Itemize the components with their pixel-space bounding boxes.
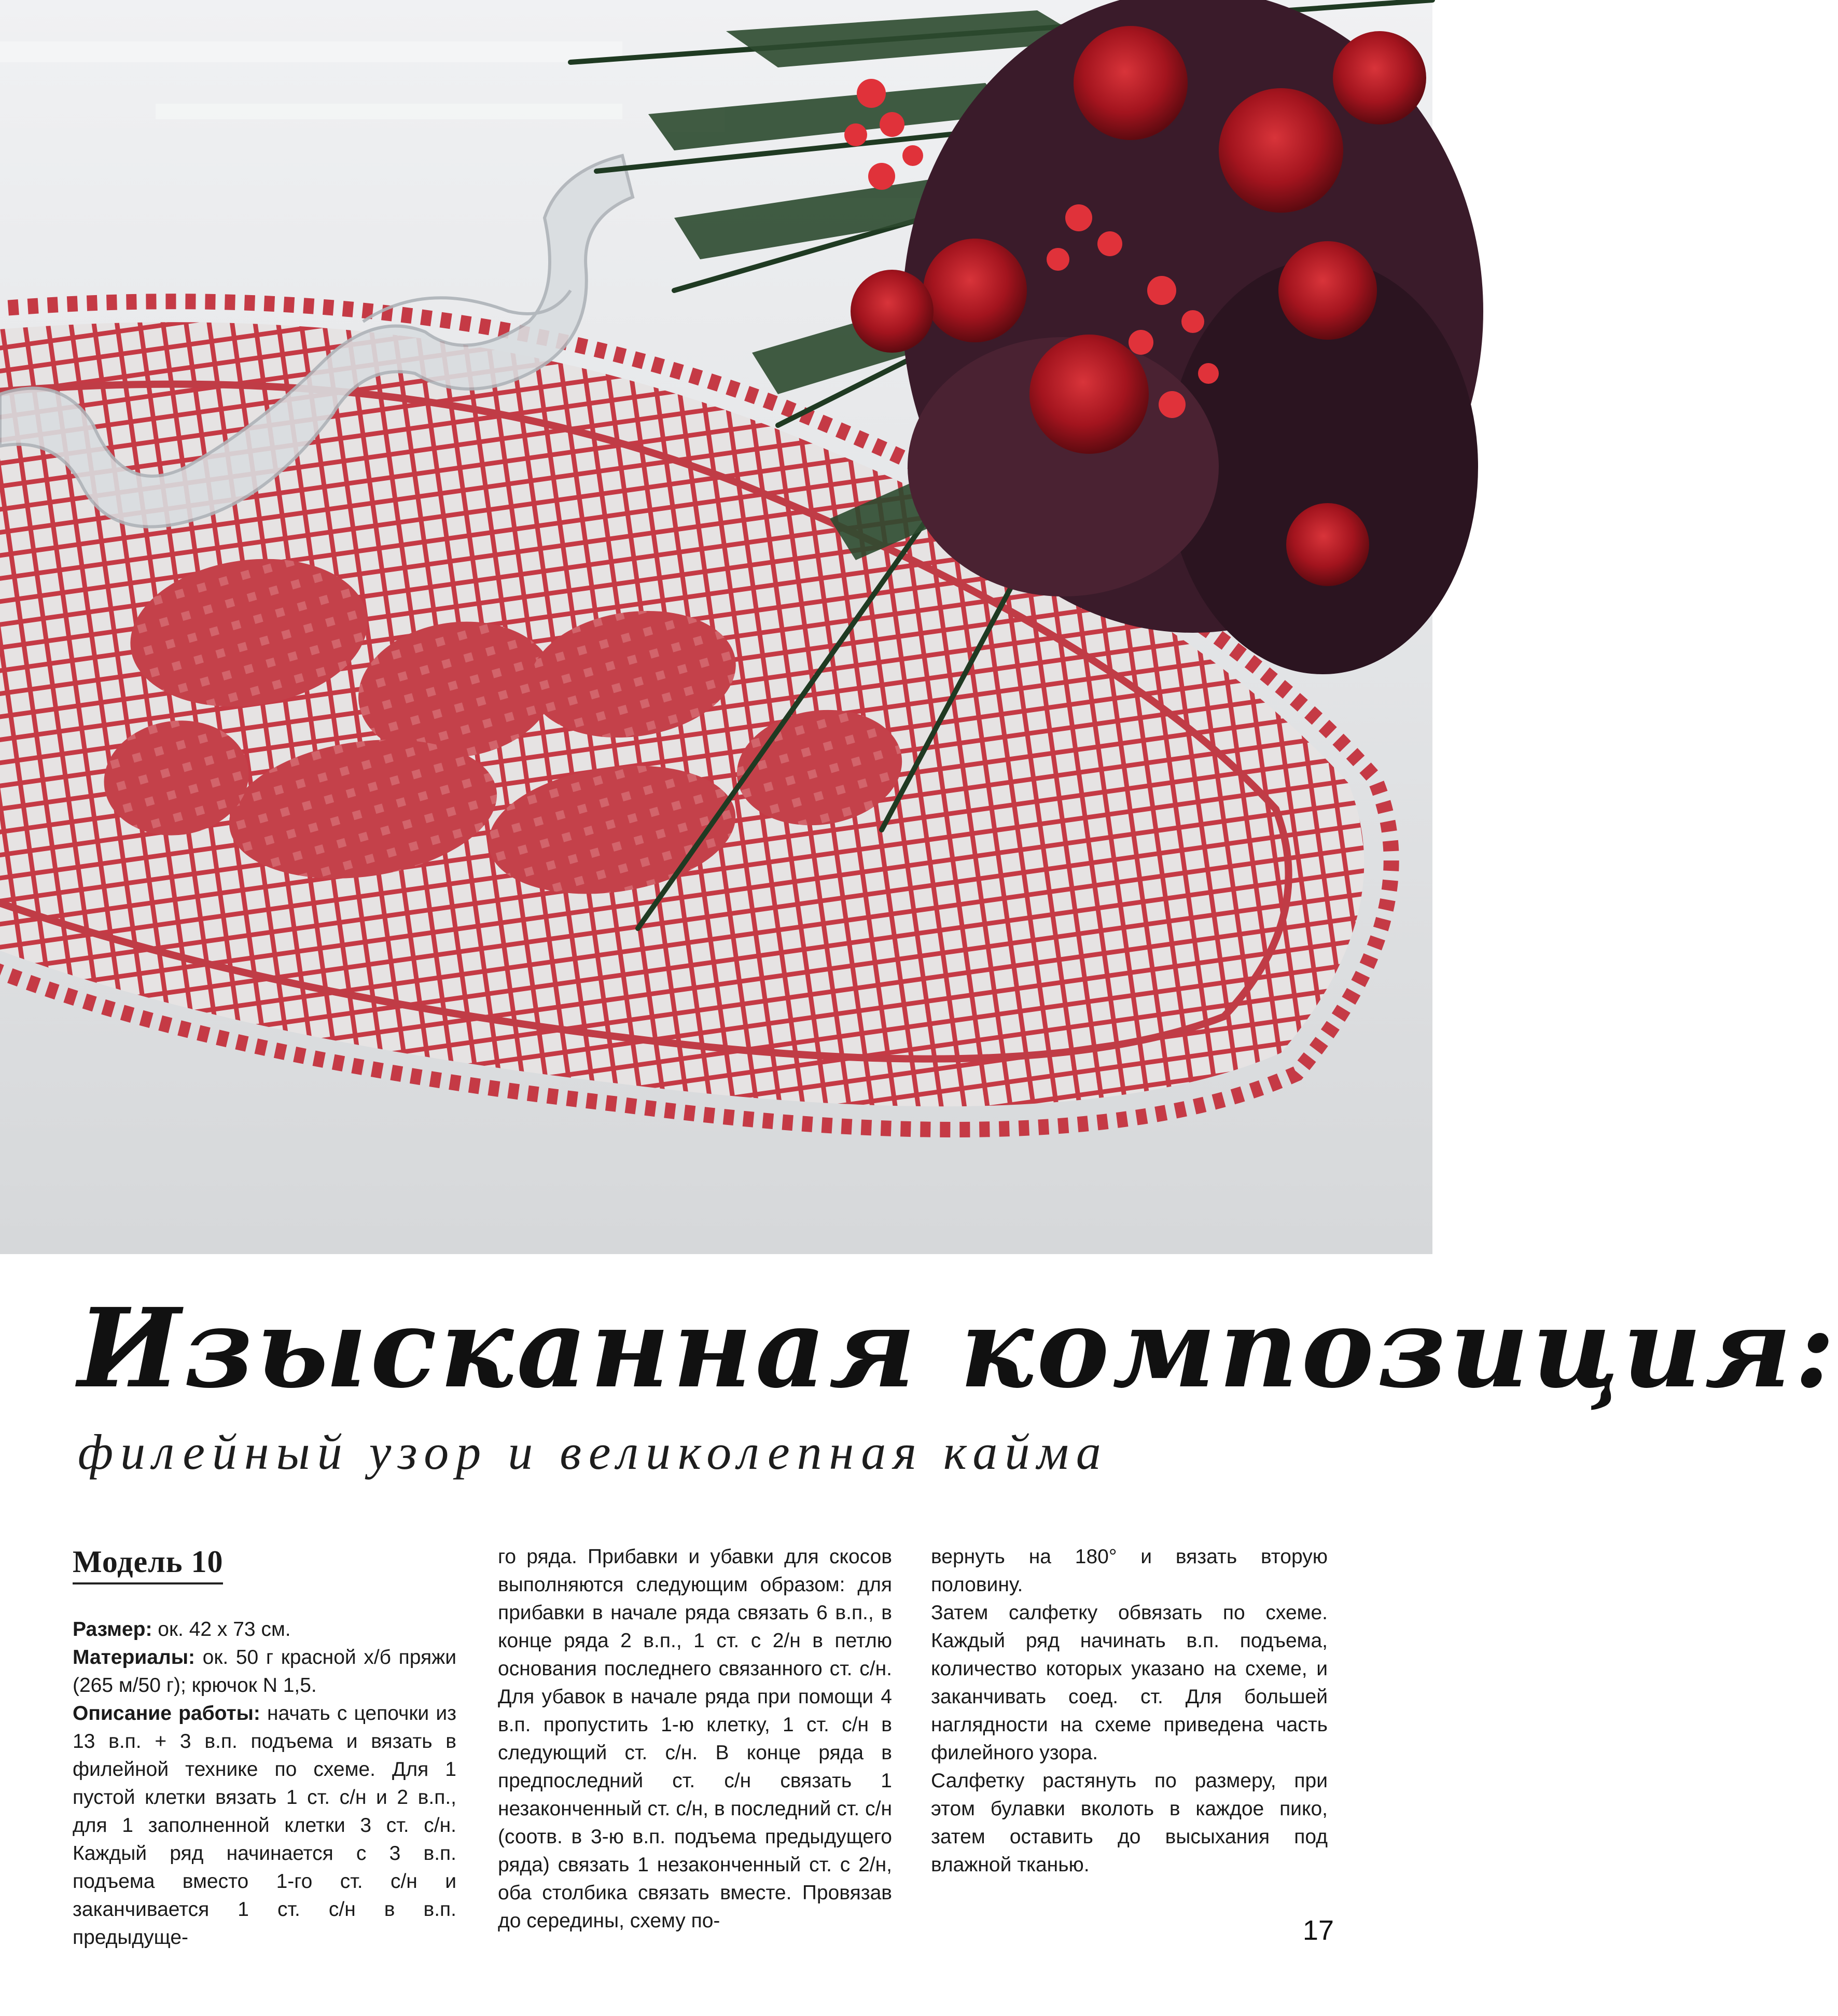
- model-heading: Модель 10: [73, 1543, 223, 1584]
- crochet-doily-photo-icon: [0, 0, 1432, 1254]
- description-text: начать с цепочки из 13 в.п. + 3 в.п. подъема и вязать в филейной технике по схеме. Для 1 пустой клетки вязать 1 ст. с/н и 2 в.п., для 1 заполненной клетки 3 ст. с/н. Каждый ряд начинается с 3 в.п. подъема вместо 1-го ст. с/н и заканчивается 1 ст. с/н в в.п. предыдуще-: [73, 1702, 456, 1949]
- text-column-3: [931, 1543, 1328, 1879]
- materials-label: Материалы:: [73, 1646, 195, 1669]
- page-title: Изысканная композиция:: [78, 1284, 1838, 1412]
- text-column-1: [73, 1543, 456, 1952]
- description-label: Описание работы:: [73, 1702, 260, 1725]
- description-paragraph: [73, 1700, 456, 1952]
- column-3-paragraph-2: Затем салфетку обвязать по схеме. Каждый ряд начинать в.п. подъема, количество которых указано на схеме, и заканчивать соед. ст. Для большей наглядности на схеме приведена часть филейного узора.: [931, 1602, 1328, 1764]
- column-2-paragraph: го ряда. Прибавки и убавки для скосов выполняются следующим образом: для прибавки в начале ряда связать 6 в.п., в конце ряда 2 в.п., 1 ст. с 2/н в петлю основания последнего связанного ст. с/н. Для убавок в начале ряда при помощи 4 в.п. пропустить 1-ю клетку, 1 ст. с/н в следующий ст. с/н. В конце ряда в предпоследний ст. с/н связать 1 незаконченный ст. с/н, в последний ст. с/н (соотв. в 3-ю в.п. подъема предыдущего ряда) связать 1 незаконченный ст. с 2/н, оба столбика связать вместе. Провязав до середины, схему по-: [498, 1546, 892, 1932]
- size-label: Размер:: [73, 1618, 152, 1640]
- page-subtitle: филейный узор и великолепная кайма: [78, 1424, 1108, 1480]
- text-column-2: [498, 1543, 892, 1935]
- size-text: ок. 42 х 73 см.: [152, 1618, 291, 1640]
- doily-photo: [0, 0, 1432, 1254]
- page-number: 17: [1302, 1915, 1334, 1946]
- column-3-paragraph-1: вернуть на 180° и вязать вторую половину.: [931, 1546, 1328, 1596]
- size-paragraph: [73, 1616, 456, 1644]
- materials-paragraph: [73, 1644, 456, 1700]
- column-3-paragraph-3: Салфетку растянуть по размеру, при этом булавки вколоть в каждое пико, затем оставить до высыхания под влажной тканью.: [931, 1770, 1328, 1876]
- materials-text: ок. 50 г красной х/б пряжи (265 м/50 г); крючок N 1,5.: [73, 1646, 456, 1697]
